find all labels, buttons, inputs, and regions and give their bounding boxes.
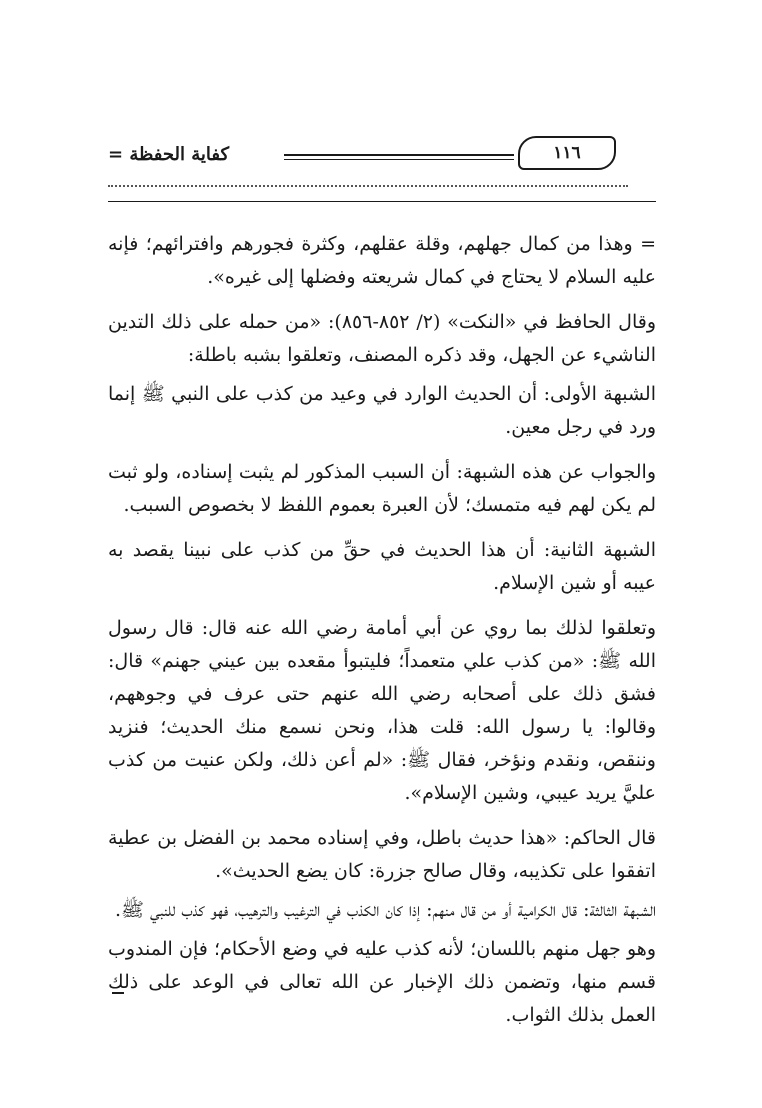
paragraph: الشبهة الأولى: أن الحديث الوارد في وعيد من كذب على النبي ﷺ إنما ورد في رجل معين. bbox=[108, 383, 656, 438]
paragraph: وقال الحافظ في «النكت» (٢/ ٨٥٢-٨٥٦): «من حمله على ذلك التدين الناشيء عن الجهل، وقد ذكره المصنف، وتعلقوا بشبه باطلة: bbox=[108, 311, 656, 366]
paragraph-continuation: = وهذا من كمال جهلهم، وقلة عقلهم، وكثرة فجورهم وافترائهم؛ فإنه عليه السلام لا يحتاج في كمال شريعته وفضلها إلى غيره». bbox=[108, 233, 656, 288]
page-number-badge bbox=[518, 136, 616, 170]
paragraph: الشبهة الثانية: أن هذا الحديث في حقِّ من كذب على نبينا يقصد به عيبه أو شين الإسلام. bbox=[108, 539, 656, 594]
header-solid-rule bbox=[108, 201, 656, 202]
book-title: كفاية الحفظة = bbox=[108, 144, 230, 165]
page-header bbox=[108, 128, 656, 200]
header-double-rule bbox=[284, 154, 514, 156]
paragraph: وهو جهل منهم باللسان؛ لأنه كذب عليه في وضع الأحكام؛ فإن المندوب قسم منها، وتضمن ذلك الإخبار عن الله تعالى في الوعد على ذلك العمل بذلك الثواب. bbox=[108, 938, 656, 1026]
paragraph: قال الحاكم: «هذا حديث باطل، وفي إسناده محمد بن الفضل بن عطية اتفقوا على تكذيبه، وقال صالح جزرة: كان يضع الحديث». bbox=[108, 827, 656, 882]
paragraph: وتعلقوا لذلك بما روي عن أبي أمامة رضي الله عنه قال: قال رسول الله ﷺ: «من كذب علي متعمداً؛ فليتبوأ مقعده بين عيني جهنم» قال: فشق ذلك على أصحابه رضي الله عنهم حتى عرف في وجوههم، وقالوا: يا رسول الله: قلت هذا، ونحن نسمع منك الحديث؛ فنزيد وننقص، ونقدم ونؤخر، فقال ﷺ: «لم أعن ذلك، ولكن عنيت من كذب عليَّ يريد عيبي، وشين الإسلام». bbox=[108, 617, 656, 804]
header-dotted-rule bbox=[108, 185, 628, 187]
page-number: ١١٦ bbox=[553, 143, 581, 163]
paragraph: والجواب عن هذه الشبهة: أن السبب المذكور لم يثبت إسناده، ولو ثبت لم يكن لهم فيه متمسك؛ لأن العبرة بعموم اللفظ لا بخصوص السبب. bbox=[108, 461, 656, 516]
paragraph: الشبهة الثالثة: قال الكرامية أو من قال منهم: إذا كان الكذب في الترغيب والترهيب، فهو كذب للنبي ﷺ. bbox=[115, 899, 656, 921]
page-body bbox=[108, 228, 656, 1038]
continuation-dash bbox=[112, 992, 124, 994]
